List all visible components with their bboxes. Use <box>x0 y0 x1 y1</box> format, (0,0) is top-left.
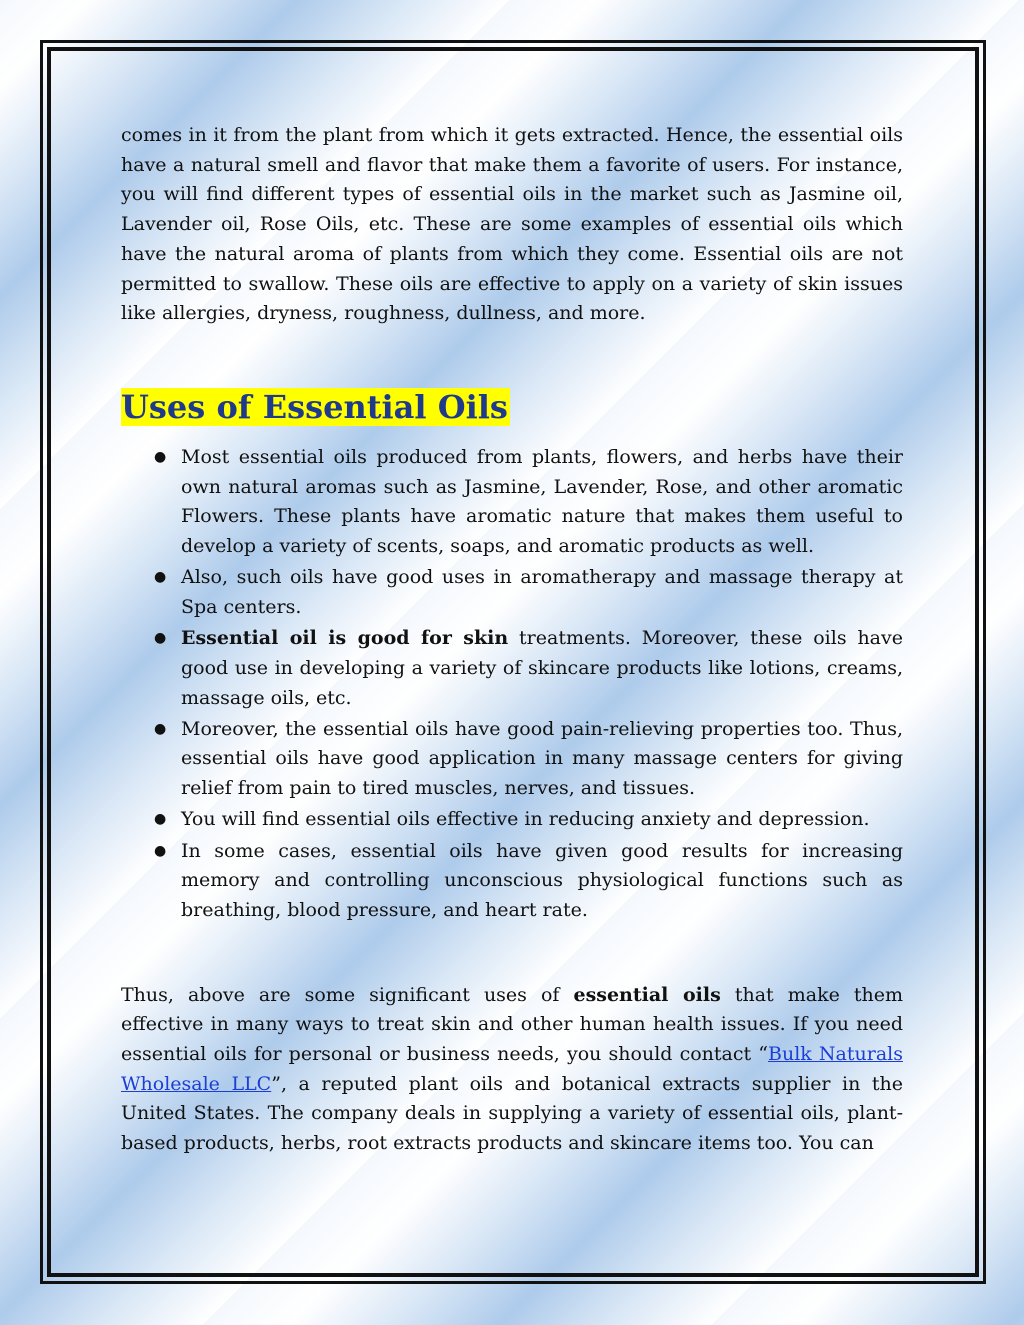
list-item-text: treatments. Moreover, these oils have good use in developing a variety of skincare products like lotions, creams, massage oils, etc. <box>181 627 903 709</box>
conclusion-bold: essential oils <box>573 983 721 1006</box>
list-item: ● You will find essential oils effective in reducing anxiety and depression. <box>181 805 903 835</box>
conclusion-text-2: that make them effective in many ways to treat skin and other human health issues. If you need essential oils for personal or business needs, you should contact “ <box>121 983 903 1066</box>
intro-paragraph: comes in it from the plant from which it gets extracted. Hence, the essential oils have a natural smell and flavor that make them a favorite of users. For instance, you will find different types of essential oils in the market such as Jasmine oil, Lavender oil, Rose Oils, etc. These are some examples of essential oils which have the natural aroma of plants from which they come. Essential oils are not permitted to swallow. These oils are effective to apply on a variety of skin issues like allergies, dryness, roughness, dullness, and more. <box>121 124 903 325</box>
list-item <box>181 624 903 713</box>
conclusion-text-1: Thus, above are some significant uses of <box>121 983 574 1006</box>
section-heading-highlight: Uses of Essential Oils <box>121 387 508 426</box>
list-item: ● Moreover, the essential oils have good pain-relieving properties too. Thus, essential oils have good application in many massage centers for giving relief from pain to tired muscles, nerves, and tissues. <box>181 715 903 804</box>
supplier-link[interactable]: Bulk Naturals Wholesale LLC <box>121 1043 903 1095</box>
uses-list <box>121 443 903 926</box>
section-heading <box>121 386 903 428</box>
list-item: ● Most essential oils produced from plants, flowers, and herbs have their own natural aromas such as Jasmine, Lavender, Rose, and other aromatic Flowers. These plants have aromatic nature that makes them useful to develop a variety of scents, soaps, and aromatic products as well. <box>181 443 903 562</box>
list-item: ● In some cases, essential oils have given good results for increasing memory and controlling unconscious physiological functions such as breathing, blood pressure, and heart rate. <box>181 837 903 926</box>
document-body <box>121 121 903 1159</box>
conclusion-paragraph <box>121 981 903 1159</box>
conclusion-text-3: ”, a reputed plant oils and botanical extracts supplier in the United States. The company deals in supplying a variety of essential oils, plant-based products, herbs, root extracts products and skincare items too. You can <box>121 1072 903 1155</box>
list-item-bold: Essential oil is good for skin <box>181 627 509 650</box>
list-item: ● Also, such oils have good uses in aromatherapy and massage therapy at Spa centers. <box>181 563 903 622</box>
